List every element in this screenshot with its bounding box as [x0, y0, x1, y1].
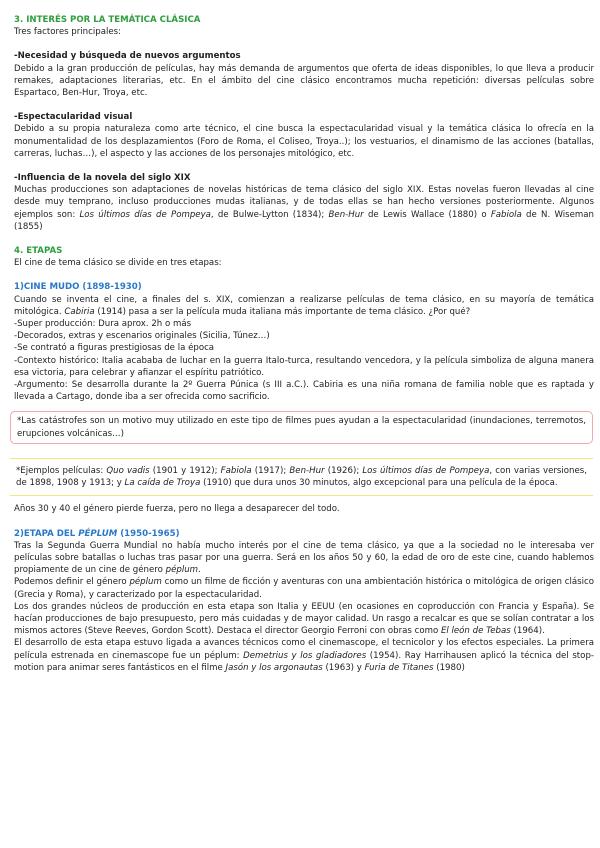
section-4-heading: 4. ETAPAS: [14, 246, 63, 257]
stage-2-heading: 2)ETAPA DEL PÉPLUM (1950-1965): [14, 528, 180, 539]
factor-3-title: -Influencia de la novela del siglo XIX: [14, 173, 191, 184]
factor-1-title: -Necesidad y búsqueda de nuevos argumentos: [14, 51, 241, 62]
note-examples-text: *Ejemplos películas: Quo vadis (1901 y 1912); Fabiola (1917); Ben-Hur (1926); Los últimos días de Pompeya, con varias versiones, de 1898, 1908 y 1913; y La caída de Troya (1910) que dura unos 30 minutos, algo excepcional para una película de la época.: [16, 465, 587, 489]
factor-2-text: Debido a su propia naturaleza como arte técnico, el cine busca la espectacularidad visual y la temática clásica lo ofrecía en la monumentalidad de los desplazamientos (Foro de Roma, el Coliseo, Troya..); los vestuarios, el dinamismo de las acciones (batallas, carreras, luchas…), el aspecto y las acciones de los personajes mitológico, etc.: [14, 124, 594, 159]
section-4-intro: El cine de tema clásico se divide en tres etapas:: [14, 258, 222, 269]
stage-1-list-item: -Se contrató a figuras prestigiosas de la época: [14, 343, 215, 354]
factor-2-title: -Espectacularidad visual: [14, 112, 133, 123]
document-page: [14, 14, 594, 674]
stage-2-paragraph: Tras la Segunda Guerra Mundial no había mucho interés por el cine de tema clásico, ya que a la sociedad no le interesaba ver películas sobre batallas o luchas tras pasar por una guerra. Será en los años 50 y 60, la edad de oro de este cine, cuando hablemos propiamente de un cine de género péplum.: [14, 540, 594, 576]
stage-1-intro: Cuando se inventa el cine, a finales del s. XIX, comienzan a realizarse películas de tema clásico, en su mayoría de temática mitológica. Cabiria (1914) pasa a ser la película muda italiana más importante de tema clásico. ¿Por qué?: [14, 294, 594, 317]
stage-2-paragraph: El desarrollo de esta etapa estuvo ligada a avances técnicos como el cinemascope, el tecnicolor y los efectos especiales. La primera película estrenada en cinemascope fue un péplum: Demetrius y los gladiadores (1954). Ray Harrihausen aplicó la técnica del stop-motion para animar seres fantásticos en el filme Jasón y los argonautas (1963) y Furia de Titanes (1980): [14, 638, 594, 673]
stage-1-list-item: -Contexto histórico: Italia acababa de luchar en la guerra Italo-turca, resultando vencedora, y la película simboliza de alguna manera esa victoria, para celebrar y afianzar el espíritu patriótico.: [14, 355, 594, 378]
note-catastrophes-text: *Las catástrofes son un motivo muy utilizado en este tipo de filmes pues ayudan a la espectacularidad (inundaciones, terremotos, erupciones volcánicas…): [17, 416, 586, 439]
stage-1-heading: 1)CINE MUDO (1898-1930): [14, 282, 142, 293]
stage-2-paragraph: Podemos definir el género péplum como un filme de ficción y aventuras con una ambientación histórica o mitológica de origen clásico (Grecia y Roma), y caracterizado por la espectacularidad.: [14, 577, 595, 600]
stage-1-closing: Años 30 y 40 el género pierde fuerza, pero no llega a desaparecer del todo.: [14, 504, 340, 515]
stage-2-paragraph: Los dos grandes núcleos de producción en esta etapa son Italia y EEUU (en ocasiones en coproducción con Francia y España). Se hacían producciones de bajo presupuesto, pero más cuidadas y de mayor calidad. Un rasgo a recalcar es que se solían contratar a los mismos actores (Steve Reeves, Gordon Scott). Destaca el director Georgio Ferroni con obras como El león de Tebas (1964).: [14, 601, 594, 637]
note-examples-box: [10, 458, 593, 496]
stage-1-list-item: -Super producción: Dura aprox. 2h o más: [14, 319, 192, 330]
factor-3-text: Muchas producciones son adaptaciones de novelas históricas de tema clásico del siglo XIX. Estas novelas fueron llevadas al cine desde muy temprano, incluso producciones mudas italianas, y de todas ellas se han hecho versiones posteriormente. Algunos ejemplos son: Los últimos días de Pompeya, de Bulwe-Lytton (1834); Ben-Hur de Lewis Wallace (1880) o Fabiola de N. Wiseman (1855): [14, 185, 594, 232]
section-3-intro: Tres factores principales:: [14, 27, 122, 38]
factor-1-text: Debido a la gran producción de películas, hay más demanda de argumentos que oferta de ideas disponibles, lo que lleva a producir remakes, adaptaciones literarias, etc. En el ámbito del cine clásico encontramos mucha repetición: diversas películas sobre Espartaco, Ben-Hur, Troya, etc.: [14, 63, 594, 99]
section-3-heading: 3. INTERÉS POR LA TEMÁTICA CLÁSICA: [14, 15, 201, 25]
stage-1-list-item: -Decorados, extras y escenarios originales (Sicilia, Túnez…): [14, 331, 270, 342]
stage-1-list-item: -Argumento: Se desarrolla durante la 2º Guerra Púnica (s III a.C.). Cabiria es una niña romana de familia noble que es raptada y llevada a Cartago, donde iba a ser ofrecida como sacrificio.: [14, 380, 594, 403]
note-catastrophes-box: [10, 411, 593, 443]
